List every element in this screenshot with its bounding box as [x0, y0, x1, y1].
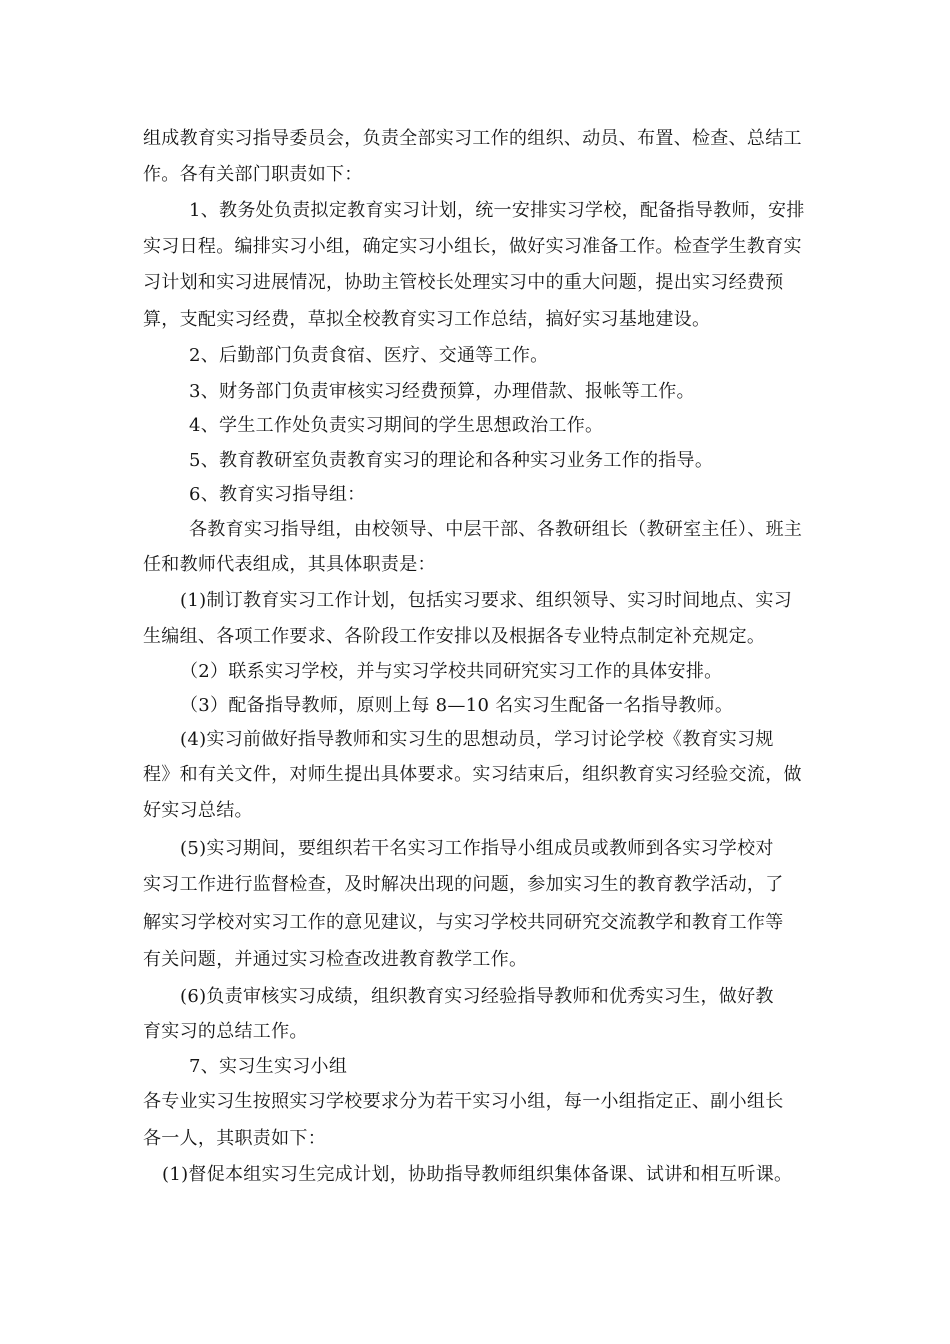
- text-line: (1)制订教育实习工作计划，包括实习要求、组织领导、实习时间地点、实习: [180, 590, 792, 611]
- text-line: 各一人，其职责如下：: [143, 1128, 326, 1149]
- text-line: 生编组、各项工作要求、各阶段工作安排以及根据各专业特点制定补充规定。: [143, 626, 766, 647]
- text-line: 各教育实习指导组，由校领导、中层干部、各教研组长（教研室主任）、班主: [189, 519, 803, 540]
- text-line: 5、教育教研室负责教育实习的理论和各种实习业务工作的指导。: [189, 450, 714, 471]
- text-line: 解实习学校对实习工作的意见建议，与实习学校共同研究交流教学和教育工作等: [143, 912, 784, 933]
- text-line: 育实习的总结工作。: [143, 1021, 308, 1042]
- text-line: 2、后勤部门负责食宿、医疗、交通等工作。: [189, 345, 549, 366]
- text-line: 习计划和实习进展情况，协助主管校长处理实习中的重大问题，提出实习经费预: [143, 272, 784, 293]
- text-line: 各专业实习生按照实习学校要求分为若干实习小组，每一小组指定正、副小组长: [143, 1091, 784, 1112]
- text-line: 作。各有关部门职责如下：: [143, 164, 363, 185]
- text-line: 实习工作进行监督检查，及时解决出现的问题，参加实习生的教育教学活动，了: [143, 874, 784, 895]
- text-line: 程》和有关文件，对师生提出具体要求。实习结束后，组织教育实习经验交流，做: [143, 764, 802, 785]
- text-line: 好实习总结。: [143, 800, 253, 821]
- text-line: 1、教务处负责拟定教育实习计划，统一安排实习学校，配备指导教师，安排: [189, 200, 805, 221]
- text-line: 实习日程。编排实习小组，确定实习小组长，做好实习准备工作。检查学生教育实: [143, 236, 802, 257]
- text-line: (1)督促本组实习生完成计划，协助指导教师组织集体备课、试讲和相互听课。: [162, 1164, 793, 1185]
- text-line: 任和教师代表组成，其具体职责是：: [143, 554, 436, 575]
- text-line: 有关问题，并通过实习检查改进教育教学工作。: [143, 949, 528, 970]
- text-line: （2）联系实习学校，并与实习学校共同研究实习工作的具体安排。: [180, 661, 723, 682]
- text-line: 7、实习生实习小组: [189, 1056, 348, 1077]
- text-line: 4、学生工作处负责实习期间的学生思想政治工作。: [189, 415, 604, 436]
- text-line: (6)负责审核实习成绩，组织教育实习经验指导教师和优秀实习生，做好教: [180, 986, 774, 1007]
- text-line: （3）配备指导教师，原则上每 8—10 名实习生配备一名指导教师。: [180, 695, 734, 716]
- text-line: 算，支配实习经费，草拟全校教育实习工作总结，搞好实习基地建设。: [143, 309, 711, 330]
- text-line: (4)实习前做好指导教师和实习生的思想动员，学习讨论学校《教育实习规: [180, 729, 774, 750]
- text-line: 组成教育实习指导委员会，负责全部实习工作的组织、动员、布置、检查、总结工: [143, 128, 802, 149]
- text-line: (5)实习期间，要组织若干名实习工作指导小组成员或教师到各实习学校对: [180, 838, 774, 859]
- text-line: 6、教育实习指导组：: [189, 484, 366, 505]
- text-line: 3、财务部门负责审核实习经费预算，办理借款、报帐等工作。: [189, 381, 695, 402]
